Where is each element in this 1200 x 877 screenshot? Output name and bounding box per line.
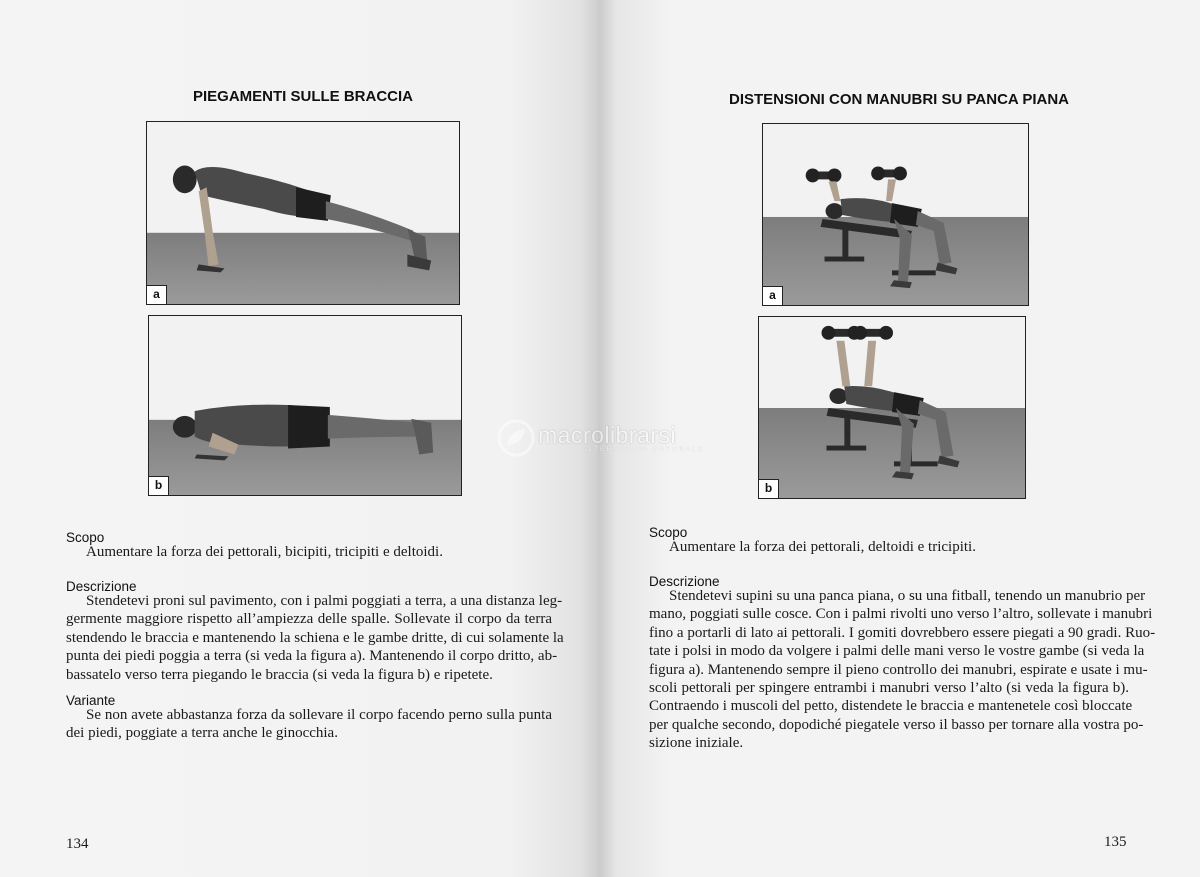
scopo-heading: Scopo [649, 525, 688, 540]
variante-heading: Variante [66, 693, 116, 708]
variante-text: Se non avete abbastanza forza da sollevare il corpo facendo perno sulla punta dei piedi, poggiate a terra anche le ginocchia. [66, 707, 552, 742]
figure-label: a [147, 285, 167, 304]
dumbbell-press-photo-a [763, 124, 1028, 305]
watermark-text-group [538, 421, 705, 453]
watermark-brand: macrolibrarsi [538, 421, 677, 448]
figure-label: b [759, 479, 779, 498]
page-number-left: 134 [66, 836, 89, 852]
dumbbell-press-photo-b [759, 317, 1025, 498]
figure-label: b [149, 476, 169, 495]
left-page-title: PIEGAMENTI SULLE BRACCIA [193, 88, 414, 105]
page-number-right: 135 [1104, 834, 1127, 850]
watermark-tagline: ALTERNATIVA NATURALE [582, 445, 705, 453]
figure-label: a [763, 286, 783, 305]
right-page-title: DISTENSIONI CON MANUBRI SU PANCA PIANA [729, 91, 1070, 108]
pushup-figure-b [148, 315, 462, 496]
scopo-text: Aumentare la forza dei pettorali, bicipiti, tricipiti e deltoidi. [86, 544, 443, 560]
descrizione-heading: Descrizione [649, 574, 720, 589]
pushup-figure-a [146, 121, 460, 305]
descrizione-heading: Descrizione [66, 579, 137, 594]
leaf-logo-icon [496, 418, 536, 458]
descrizione-text: Stendetevi proni sul pavimento, con i palmi poggiati a terra, a una distanza leg- germente maggiore rispetto all’ampiezza delle spalle. Sollevate il corpo da terra stendendo le braccia e mantenendo la schiena e le gambe dritte, di cui solamente la punta dei piedi poggia a terra (si veda la figura a). Mantenendo il corpo dritto, ab- bassatelo verso terra piegando le braccia (si veda la figura b) e ripetete. [66, 593, 564, 683]
pushup-photo-b [149, 316, 461, 495]
scopo-text: Aumentare la forza dei pettorali, deltoidi e tricipiti. [669, 539, 976, 555]
pushup-photo-a [147, 122, 459, 304]
dumbbell-press-figure-a [762, 123, 1029, 306]
watermark [496, 418, 705, 458]
descrizione-text: Stendetevi supini su una panca piana, o su una fitball, tenendo un manubrio per mano, poggiati sulle cosce. Con i palmi rivolti uno verso l’altro, sollevate i manubri fino a portarli di lato ai pettorali. I gomiti dovrebbero essere piegati a 90 gradi. Ruo- tate i polsi in modo da volgere i palmi delle mani verso le vostre gambe (si veda la figura a). Mantenendo sempre il pieno controllo dei manubri, espirate e usate i mu- scoli pettorali per spingere entrambi i manubri verso l’alto (si veda la figura b). Contraendo i muscoli del petto, distendete le braccia e mantenetele così bloccate per qualche secondo, dopodiché piegatele verso il basso per tornare alla vostra po- sizione iniziale. [649, 588, 1156, 752]
dumbbell-press-figure-b [758, 316, 1026, 499]
scopo-heading: Scopo [66, 530, 105, 545]
